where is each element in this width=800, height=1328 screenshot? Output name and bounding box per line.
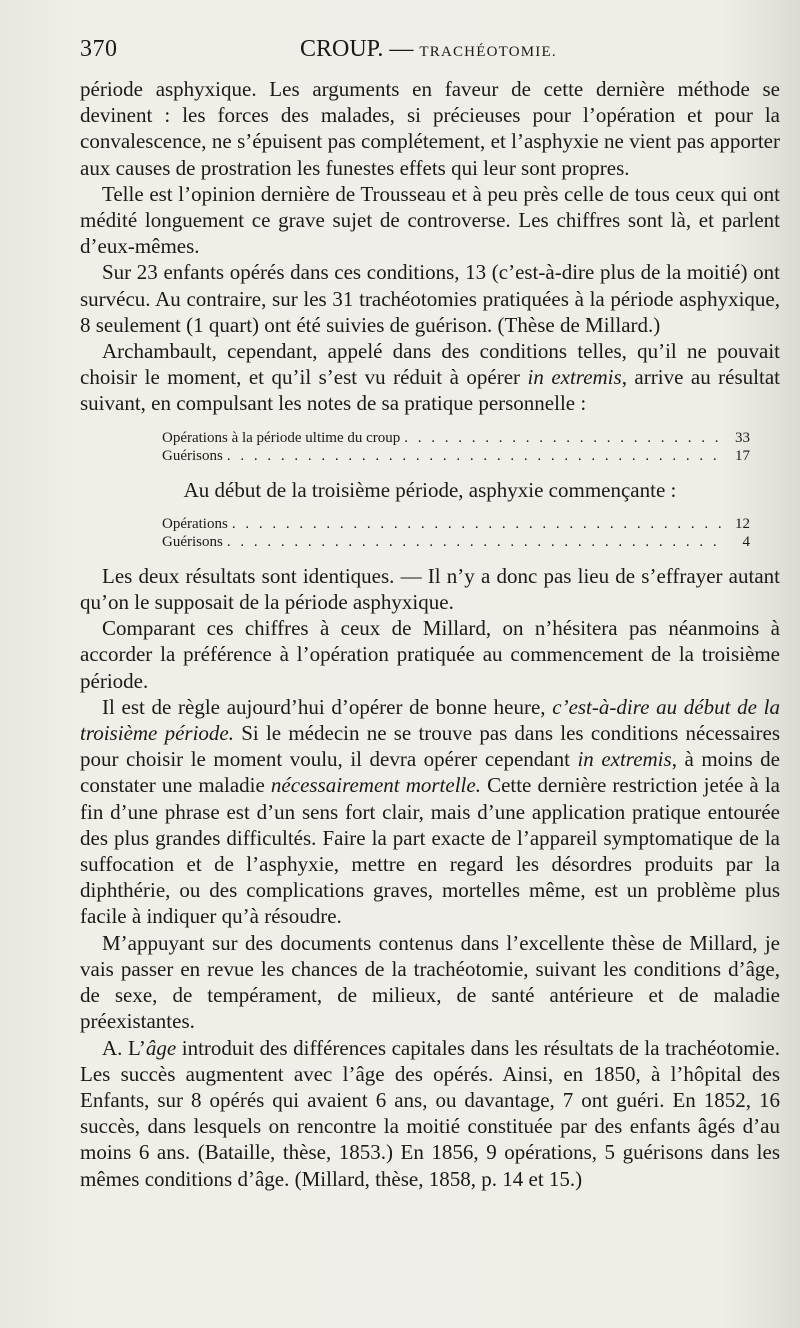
paragraph-9: M’appuyant sur des documents contenus dans l’excellente thèse de Millard, je vais passer en revue les chances de la trachéotomie, suivant les conditions d’âge, de sexe, de tempérament, de milieux, de santé antérieure et de maladie préexistantes. — [80, 930, 780, 1034]
paragraph-4: Archambault, cependant, appelé dans des conditions telles, qu’il ne pouvait choisir le moment, et qu’il s’est vu réduit à opérer in extremis, arrive au résultat suivant, en compulsant les notes de sa pratique personnelle : — [80, 339, 780, 416]
running-title — [300, 36, 557, 63]
running-title-main: CROUP. — [300, 36, 384, 62]
table-row-label: Guérisons — [162, 533, 223, 550]
running-title-dash: — — [383, 36, 420, 62]
paragraph-10: A. L’âge introduit des différences capitales dans les résultats de la trachéotomie. Les succès augmentent avec l’âge des opérés. Ainsi, en 1850, à l’hôpital des Enfants, sur 8 opérés qui avaient 6 ans, ou davantage, 7 ont guéri. En 1852, 16 succès, dans lesquels on rencontre la moitié constituée par des enfants âgés d’au moins 6 ans. (Bataille, thèse, 1853.) En 1856, 9 opérations, 5 guérisons dans les mêmes conditions d’âge. (Millard, thèse, 1858, p. 14 et 15.) — [80, 1035, 780, 1191]
results-table-ultime — [162, 429, 750, 465]
table-row — [162, 429, 750, 447]
leader-dots — [227, 447, 724, 465]
page-header — [80, 36, 780, 76]
paragraph-7: Comparant ces chiffres à ceux de Millard, on n’hésitera pas néanmoins à accorder la préférence à l’opération pratiquée au commencement de la troisième période. — [80, 616, 780, 693]
paragraph-6: Les deux résultats sont identiques. — Il n’y a donc pas lieu de s’effrayer autant qu’on le supposait de la période asphyxique. — [80, 563, 780, 615]
running-title-sub: TRACHÉOTOMIE. — [419, 44, 557, 60]
table-row-value: 17 — [735, 447, 750, 464]
page-number: 370 — [80, 36, 118, 62]
paragraph-8: Il est de règle aujourd’hui d’opérer de bonne heure, c’est-à-dire au début de la troisième période. Si le médecin ne se trouve pas dans les conditions nécessaires pour choisir le moment voulu, il devra opérer cependant in extremis, à moins de constater une maladie nécessairement mortelle. Cette dernière restriction jetée à la fin d’une phrase est d’un sens fort clair, mais d’une application pratique entourée des plus grandes difficultés. Faire la part exacte de l’appareil symptomatique de la suffocation et de l’asphyxie, mettre en regard les désordres produits par la diphthérie, ou des complications graves, mortelles même, est un problème plus facile à indiquer qu’à résoudre. — [80, 694, 781, 929]
table-row-value: 33 — [735, 429, 750, 446]
leader-dots — [404, 429, 724, 447]
table-row — [162, 447, 750, 465]
table-row-value: 12 — [735, 515, 750, 532]
table-row-label: Guérisons — [162, 447, 223, 464]
body-text — [80, 76, 780, 1192]
table-row-value: 4 — [742, 533, 750, 550]
paragraph-3: Sur 23 enfants opérés dans ces conditions, 13 (c’est-à-dire plus de la moitié) ont survécu. Au contraire, sur les 31 trachéotomies pratiquées à la période asphyxique, 8 seulement (1 quart) ont été suivies de guérison. (Thèse de Millard.) — [80, 260, 780, 337]
paragraph-2: Telle est l’opinion dernière de Trousseau et à peu près celle de tous ceux qui ont médité longuement ce grave sujet de controverse. Les chiffres sont là, et parlent d’eux-mêmes. — [80, 181, 780, 259]
results-table-debut — [162, 515, 750, 551]
table-row — [162, 515, 750, 533]
leader-dots — [227, 533, 724, 551]
table-row-label: Opérations — [162, 515, 228, 532]
paragraph-5: Au début de la troisième période, asphyxie commençante : — [183, 477, 677, 502]
table-row-label: Opérations à la période ultime du croup — [162, 429, 401, 446]
leader-dots — [232, 515, 724, 533]
table-row — [162, 533, 750, 551]
paragraph-1: période asphyxique. Les arguments en faveur de cette dernière méthode se devinent : les forces des malades, si précieuses pour l’opération et pour la convalescence, ne s’épuisent pas complétement, et l’asphyxie ne vient pas apporter aux causes de prostration les funestes effets qui leur sont propres. — [80, 77, 780, 180]
